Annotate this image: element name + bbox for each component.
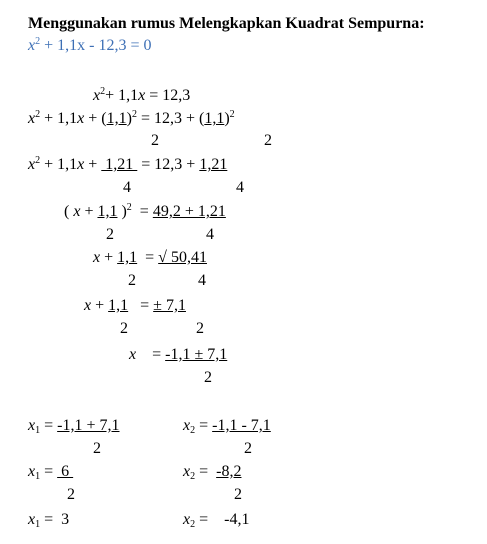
step-3: $x^2 + 1,1x + 1,21 = 12,3 + 1,21$ [28,155,228,173]
x2-den-2: 2 [234,486,242,503]
step-2: $x^2 + 1,1x + (1,1)^2 = 12,3 + (1,1)^2$ [28,109,235,127]
x2-num1: -1,1 - 7,1 [212,417,271,434]
eq-rest: + 1,1x - 12,3 = 0 [44,37,152,54]
step2-den-right: 2 [264,132,272,149]
step-7: x = -1,1 ± 7,1 [129,346,228,363]
step5-den-left: 2 [128,272,136,289]
x1-num1: -1,1 + 7,1 [57,417,120,434]
x1-num2: 6 [57,463,74,480]
x1-line-3: $x_1 = 3$ [28,511,70,530]
x2-line-2: $x_2 = -8,2$ [183,463,242,482]
step4-den-right: 4 [206,226,214,243]
given-equation [28,37,151,55]
step7-den: 2 [204,369,212,386]
step3-den-right: 4 [236,179,244,196]
step6-a: 1,1 [108,297,129,314]
x1-den-1: 2 [93,440,101,457]
x1-line-1: $x_1 = -1,1 + 7,1$ [28,417,120,436]
step-4: ( x + 1,1 )$^2$ = 49,2 + 1,21 [64,202,226,220]
step7-pm: -1,1 ± 7,1 [165,346,228,363]
x2-num2: -8,2 [216,463,242,480]
step4-a: 1,1 [97,203,118,220]
step-6: x + 1,1 = ± 7,1 [84,297,186,314]
step6-den-right: 2 [196,320,204,337]
step6-den-left: 2 [120,320,128,337]
step6-pm: ± 7,1 [153,297,186,314]
step2-den-left: 2 [151,132,159,149]
step3-num-right: 1,21 [199,156,228,173]
step5-root: √ 50,41 [158,249,207,266]
page-title: Menggunakan rumus Melengkapkan Kuadrat Sempurna: [28,15,425,32]
step1-c: 12,3 [162,87,191,104]
x2-line-3: $x_2$ = -4,1 [183,511,250,530]
eq-var: x [28,37,36,54]
step5-den-right: 4 [198,272,206,289]
eq-sq: 2 [35,36,41,47]
x2-final: -4,1 [224,511,250,528]
x1-final: 3 [61,511,70,528]
step4-den-left: 2 [106,226,114,243]
step2-a-right: 1,1 [204,110,225,127]
step2-a-left: 1,1 [106,110,127,127]
step-1: $x^2+ 1,1x = 12,3$ [93,86,191,104]
step3-den-left: 4 [123,179,131,196]
x1-line-2: $x_1 = 6$ [28,463,74,482]
x2-line-1: $x_2 = -1,1 - 7,1$ [183,417,271,436]
x1-den-2: 2 [67,486,75,503]
step-5: x + 1,1 = √ 50,41 [93,249,207,266]
step3-num-left: 1,21 [101,156,138,173]
step4-sum: 49,2 + 1,21 [152,203,226,220]
step5-a: 1,1 [117,249,138,266]
x2-den-1: 2 [244,440,252,457]
